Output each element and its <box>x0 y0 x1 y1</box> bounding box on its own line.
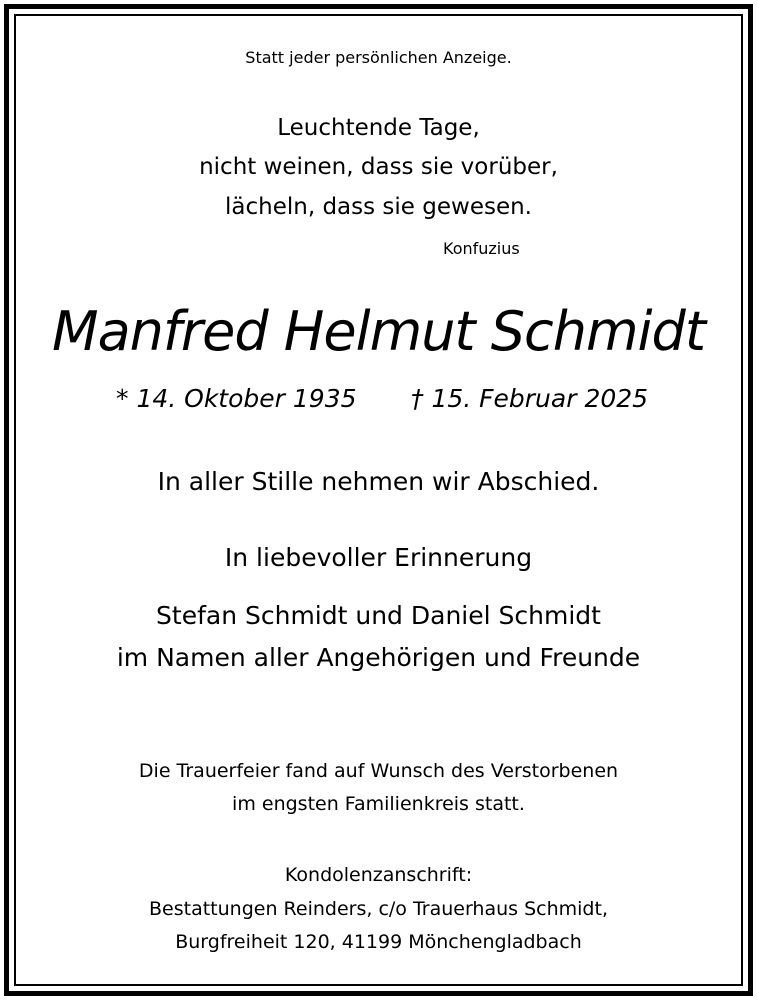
condolence-address-line-2: Burgfreiheit 120, 41199 Mönchengladbach <box>175 931 582 953</box>
ceremony-line-1: Die Trauerfeier fand auf Wunsch des Verstorbenen <box>138 760 619 782</box>
mourners-line-2: im Namen aller Angehörigen und Freunde <box>116 643 641 672</box>
condolence-label: Kondolenzanschrift: <box>284 864 473 886</box>
condolence-address-line-1: Bestattungen Reinders, c/o Trauerhaus Schmidt, <box>149 898 608 920</box>
farewell-text: In aller Stille nehmen wir Abschied. <box>157 467 600 496</box>
poem-author: Konfuzius <box>443 239 520 258</box>
memory-text: In liebevoller Erinnerung <box>224 543 533 572</box>
birth-date: * 14. Oktober 1935 <box>116 384 357 413</box>
ceremony-line-2: im engsten Familienkreis statt. <box>232 793 525 815</box>
poem-line-1: Leuchtende Tage, <box>277 115 480 141</box>
poem-line-2: nicht weinen, dass sie vorüber, <box>199 154 558 180</box>
poem-line-3: lächeln, dass sie gewesen. <box>225 194 532 220</box>
intro-text: Statt jeder persönlichen Anzeige. <box>245 48 512 67</box>
deceased-name: Manfred Helmut Schmidt <box>51 300 706 363</box>
death-date: † 15. Februar 2025 <box>411 384 649 413</box>
mourners-line-1: Stefan Schmidt und Daniel Schmidt <box>156 601 601 630</box>
